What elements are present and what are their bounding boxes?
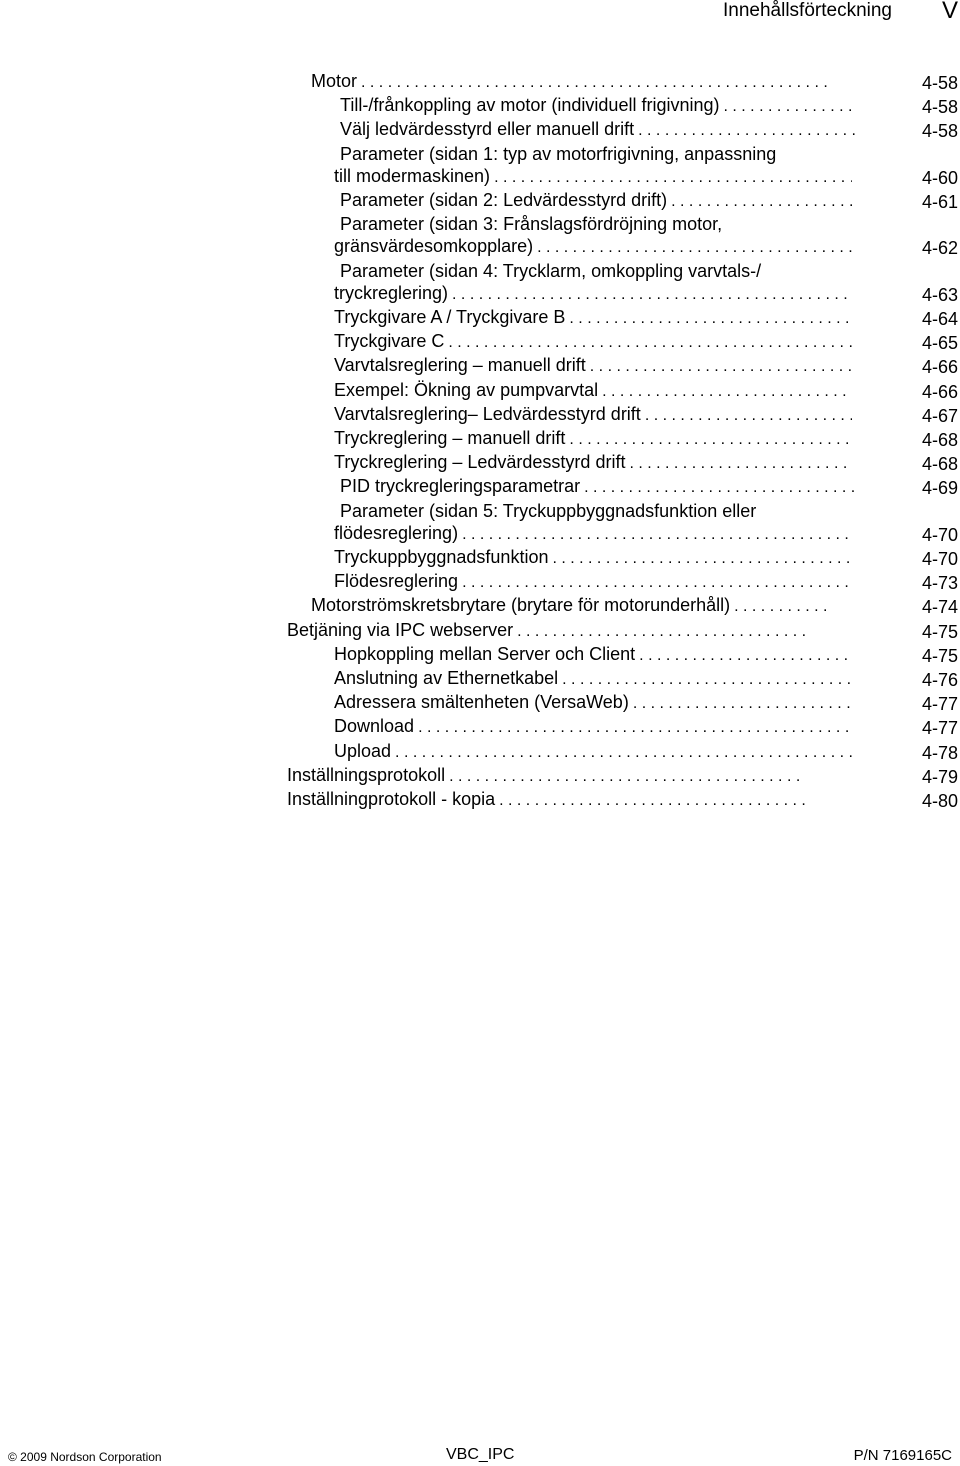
toc-page-number: 4-76 bbox=[921, 670, 958, 691]
toc-entry-text: Flödesreglering bbox=[334, 571, 459, 592]
toc-page-number: 4-75 bbox=[921, 621, 958, 642]
toc-entry[interactable] bbox=[0, 189, 960, 213]
toc-entry-title bbox=[334, 213, 849, 259]
toc-page-number: 4-58 bbox=[921, 73, 958, 93]
toc-entry-title bbox=[334, 643, 849, 667]
toc-entry[interactable] bbox=[0, 403, 960, 427]
toc-entry-text: Download bbox=[334, 716, 415, 737]
toc-entry-text: Upload bbox=[334, 740, 392, 761]
toc-entry-title bbox=[334, 403, 849, 427]
toc-entry-title bbox=[311, 70, 826, 94]
dot-leader bbox=[580, 479, 858, 496]
toc-entry-text: Inställningsprotokoll bbox=[287, 764, 446, 785]
toc-entry-title bbox=[334, 354, 849, 378]
toc-entry-title bbox=[334, 500, 849, 546]
toc-entry-text: Parameter (sidan 5: Tryckuppbyggnadsfunktion eller bbox=[340, 500, 757, 521]
toc-entry-title bbox=[334, 667, 849, 691]
toc-page-number: 4-60 bbox=[921, 167, 958, 188]
toc-entry[interactable] bbox=[0, 619, 960, 643]
toc-entry[interactable] bbox=[0, 143, 960, 189]
toc-page-number: 4-73 bbox=[921, 573, 958, 594]
toc-entry-text: gränsvärdesomkopplare) bbox=[334, 236, 534, 257]
toc-entry-title bbox=[334, 740, 849, 764]
toc-entry-title bbox=[334, 379, 849, 403]
toc-entry-title bbox=[334, 570, 849, 594]
toc-entry-title bbox=[334, 143, 849, 189]
toc-entry[interactable] bbox=[0, 306, 960, 330]
toc-entry-text: till modermaskinen) bbox=[334, 165, 491, 186]
dot-leader bbox=[548, 550, 852, 567]
toc-entry[interactable] bbox=[0, 715, 960, 739]
toc-entry-text: Hopkoppling mellan Server och Client bbox=[334, 643, 636, 664]
dot-leader bbox=[458, 574, 852, 591]
dot-leader bbox=[565, 431, 852, 448]
dot-leader bbox=[414, 719, 852, 736]
toc-entry[interactable] bbox=[0, 94, 960, 118]
toc-page-number: 4-70 bbox=[921, 524, 958, 545]
toc-entry-text: Tryckgivare C bbox=[334, 331, 445, 352]
dot-leader bbox=[634, 122, 858, 139]
toc-entry[interactable] bbox=[0, 764, 960, 788]
dot-leader bbox=[629, 695, 852, 712]
toc-entry-text: Inställningprotokoll - kopia bbox=[287, 789, 496, 810]
toc-page-number: 4-68 bbox=[921, 430, 958, 451]
dot-leader bbox=[667, 193, 858, 210]
toc-page-number: 4-68 bbox=[921, 454, 958, 475]
dot-leader bbox=[565, 310, 852, 327]
toc-entry[interactable] bbox=[0, 379, 960, 403]
toc-entry-title bbox=[287, 764, 802, 788]
toc-entry[interactable] bbox=[0, 70, 960, 94]
dot-leader bbox=[586, 358, 852, 375]
toc-page-number: 4-74 bbox=[921, 597, 958, 618]
toc-entry-text: Varvtalsreglering – manuell drift bbox=[334, 355, 586, 376]
toc-page-number: 4-64 bbox=[921, 309, 958, 330]
toc-page-number: 4-63 bbox=[921, 284, 958, 305]
toc-entry-title bbox=[334, 306, 849, 330]
toc-entry[interactable] bbox=[0, 594, 960, 618]
toc-page-number: 4-80 bbox=[921, 791, 958, 812]
toc-entry-title bbox=[334, 546, 849, 570]
toc-entry[interactable] bbox=[0, 667, 960, 691]
toc-entry-text: Varvtalsreglering– Ledvärdesstyrd drift bbox=[334, 403, 641, 424]
toc-entry-title bbox=[334, 189, 849, 213]
toc-entry-text: Anslutning av Ethernetkabel bbox=[334, 668, 559, 689]
toc-entry[interactable] bbox=[0, 213, 960, 259]
toc-page-number: 4-77 bbox=[921, 694, 958, 715]
footer-doc-code: VBC_IPC bbox=[446, 1446, 515, 1463]
dot-leader bbox=[357, 74, 829, 91]
toc-page-number: 4-79 bbox=[921, 766, 958, 787]
dot-leader bbox=[391, 744, 852, 761]
toc-entry[interactable] bbox=[0, 500, 960, 546]
toc-entry-text: Motor bbox=[311, 71, 358, 91]
toc-entry[interactable] bbox=[0, 740, 960, 764]
toc-entry-title bbox=[287, 788, 802, 812]
toc-entry-title bbox=[334, 330, 849, 354]
toc-entry[interactable] bbox=[0, 330, 960, 354]
toc-page-number: 4-69 bbox=[921, 478, 958, 499]
toc-entry-title bbox=[334, 118, 849, 142]
dot-leader bbox=[458, 526, 852, 543]
toc-entry[interactable] bbox=[0, 475, 960, 499]
toc-entry-title bbox=[334, 451, 849, 475]
dot-leader bbox=[445, 768, 805, 785]
toc-entry-text: Parameter (sidan 3: Frånslagsfördröjning motor, bbox=[340, 214, 723, 235]
dot-leader bbox=[641, 407, 852, 424]
toc-entry-title bbox=[334, 691, 849, 715]
toc-page-number: 4-62 bbox=[921, 238, 958, 259]
dot-leader bbox=[490, 169, 852, 186]
dot-leader bbox=[635, 647, 852, 664]
toc-page-number: 4-58 bbox=[921, 97, 958, 118]
toc-page-number: 4-70 bbox=[921, 549, 958, 570]
toc-entry-text: Motorströmskretsbrytare (brytare för motorunderhåll) bbox=[311, 595, 731, 616]
toc-page-number: 4-65 bbox=[921, 333, 958, 354]
dot-leader bbox=[730, 598, 829, 615]
toc-entry[interactable] bbox=[0, 118, 960, 142]
toc-entry-text: Tryckreglering – manuell drift bbox=[334, 428, 566, 449]
toc-entry-text: Tryckgivare A / Tryckgivare B bbox=[334, 307, 566, 328]
toc-entry-title bbox=[334, 260, 849, 306]
toc-entry[interactable] bbox=[0, 643, 960, 667]
dot-leader bbox=[444, 334, 852, 351]
toc-entry-title bbox=[334, 94, 849, 118]
toc-page-number: 4-78 bbox=[921, 742, 958, 763]
dot-leader bbox=[598, 383, 852, 400]
toc-entry-title bbox=[334, 475, 849, 499]
section-letter: V bbox=[941, 0, 958, 24]
table-of-contents bbox=[0, 70, 960, 812]
toc-page-number: 4-58 bbox=[921, 121, 958, 142]
dot-leader bbox=[625, 455, 852, 472]
dot-leader bbox=[495, 792, 805, 809]
toc-entry-text: Exempel: Ökning av pumpvarvtal bbox=[334, 379, 599, 400]
toc-entry-title bbox=[287, 619, 802, 643]
toc-entry-text: flödesreglering) bbox=[334, 522, 459, 543]
toc-page-number: 4-77 bbox=[921, 718, 958, 739]
toc-entry-text: Välj ledvärdesstyrd eller manuell drift bbox=[340, 119, 635, 140]
toc-entry-title bbox=[334, 427, 849, 451]
toc-entry[interactable] bbox=[0, 570, 960, 594]
dot-leader bbox=[558, 671, 852, 688]
toc-entry-text: Betjäning via IPC webserver bbox=[287, 619, 514, 640]
toc-entry[interactable] bbox=[0, 354, 960, 378]
footer-part-number: P/N 7169165C bbox=[853, 1447, 952, 1464]
toc-page-number: 4-66 bbox=[921, 357, 958, 378]
toc-entry[interactable] bbox=[0, 260, 960, 306]
dot-leader bbox=[720, 98, 859, 115]
header-title: Innehållsförteckning bbox=[723, 0, 892, 21]
toc-entry-text: tryckreglering) bbox=[334, 282, 449, 303]
toc-entry-text: Adressera smältenheten (VersaWeb) bbox=[334, 692, 629, 713]
footer-copyright: © 2009 Nordson Corporation bbox=[8, 1450, 162, 1464]
toc-entry-title bbox=[311, 594, 826, 618]
toc-entry[interactable] bbox=[0, 788, 960, 812]
dot-leader bbox=[448, 286, 852, 303]
toc-page-number: 4-67 bbox=[921, 405, 958, 426]
toc-page-number: 4-61 bbox=[921, 192, 958, 213]
toc-page-number: 4-66 bbox=[921, 381, 958, 402]
toc-entry-text: Parameter (sidan 1: typ av motorfrigivning, anpassning bbox=[340, 143, 777, 164]
toc-entry[interactable] bbox=[0, 546, 960, 570]
toc-entry[interactable] bbox=[0, 691, 960, 715]
toc-entry-title bbox=[334, 715, 849, 739]
toc-page-number: 4-75 bbox=[921, 645, 958, 666]
toc-entry-text: Parameter (sidan 4: Trycklarm, omkoppling varvtals-/ bbox=[340, 260, 762, 281]
toc-entry[interactable] bbox=[0, 451, 960, 475]
toc-entry[interactable] bbox=[0, 427, 960, 451]
toc-entry-text: Tryckreglering – Ledvärdesstyrd drift bbox=[334, 452, 626, 473]
toc-entry-text: Till-/frånkoppling av motor (individuell frigivning) bbox=[340, 95, 720, 116]
toc-entry-text: Parameter (sidan 2: Ledvärdesstyrd drift) bbox=[340, 190, 668, 211]
toc-entry-text: PID tryckregleringsparametrar bbox=[340, 476, 581, 497]
toc-entry-text: Tryckuppbyggnadsfunktion bbox=[334, 547, 549, 568]
dot-leader bbox=[533, 239, 852, 256]
dot-leader bbox=[513, 623, 805, 640]
